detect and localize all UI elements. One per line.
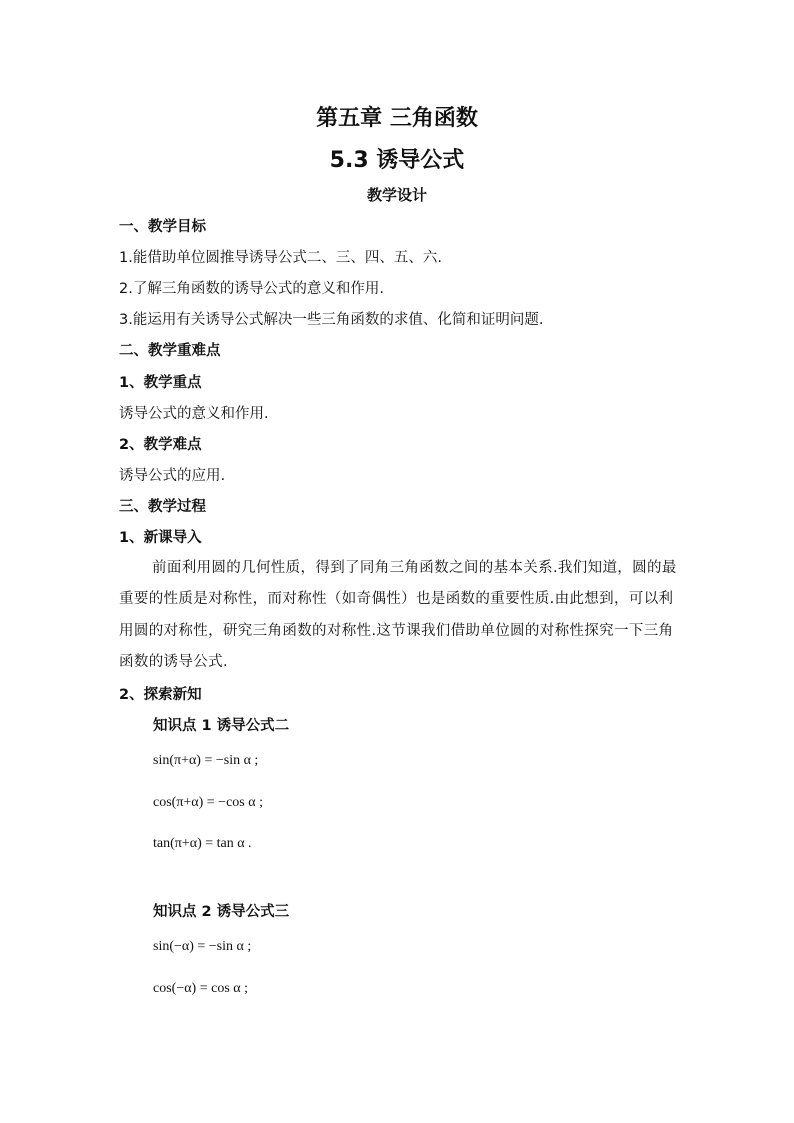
objective-item-1: 1.能借助单位圆推导诱导公式二、三、四、五、六. bbox=[119, 250, 442, 266]
subheading-explore: 2、探索新知 bbox=[119, 687, 202, 703]
subheading-difficulty: 2、教学难点 bbox=[119, 437, 202, 453]
subheading-key-point: 1、教学重点 bbox=[119, 375, 202, 391]
objective-item-3: 3.能运用有关诱导公式解决一些三角函数的求值、化简和证明问题. bbox=[119, 312, 544, 328]
formula-cos-pi-plus-alpha: cos(π+α) = −cos α ; bbox=[153, 795, 263, 810]
subheading-introduction: 1、新课导入 bbox=[119, 530, 202, 546]
document-subtitle: 教学设计 bbox=[366, 186, 427, 204]
formula-sin-pi-plus-alpha: sin(π+α) = −sin α ; bbox=[153, 753, 259, 768]
knowledge-point-2-title: 知识点 2 诱导公式三 bbox=[153, 904, 290, 920]
section-heading-process: 三、教学过程 bbox=[119, 499, 206, 515]
section-heading-key-points: 二、教学重难点 bbox=[119, 343, 221, 359]
introduction-paragraph: 前面利用圆的几何性质，得到了同角三角函数之间的基本关系.我们知道，圆的最重要的性质是对称性，而对称性（如奇偶性）也是函数的重要性质.由此想到，可以利用圆的对称性，研究三角函数的对称性.这节课我们借助单位圆的对称性探究一下三角函数的诱导公式. bbox=[119, 560, 677, 670]
chapter-title: 第五章 三角函数 bbox=[316, 106, 478, 131]
objective-item-2: 2.了解三角函数的诱导公式的意义和作用. bbox=[119, 281, 384, 297]
section-heading-objectives: 一、教学目标 bbox=[119, 219, 206, 235]
difficulty-text: 诱导公式的应用. bbox=[119, 468, 226, 484]
formula-tan-pi-plus-alpha: tan(π+α) = tan α . bbox=[153, 836, 252, 851]
key-point-text: 诱导公式的意义和作用. bbox=[119, 406, 269, 422]
knowledge-point-1-title: 知识点 1 诱导公式二 bbox=[153, 718, 290, 734]
formula-sin-neg-alpha: sin(−α) = −sin α ; bbox=[153, 939, 252, 954]
formula-cos-neg-alpha: cos(−α) = cos α ; bbox=[153, 981, 248, 996]
section-title: 5.3 诱导公式 bbox=[329, 148, 465, 173]
